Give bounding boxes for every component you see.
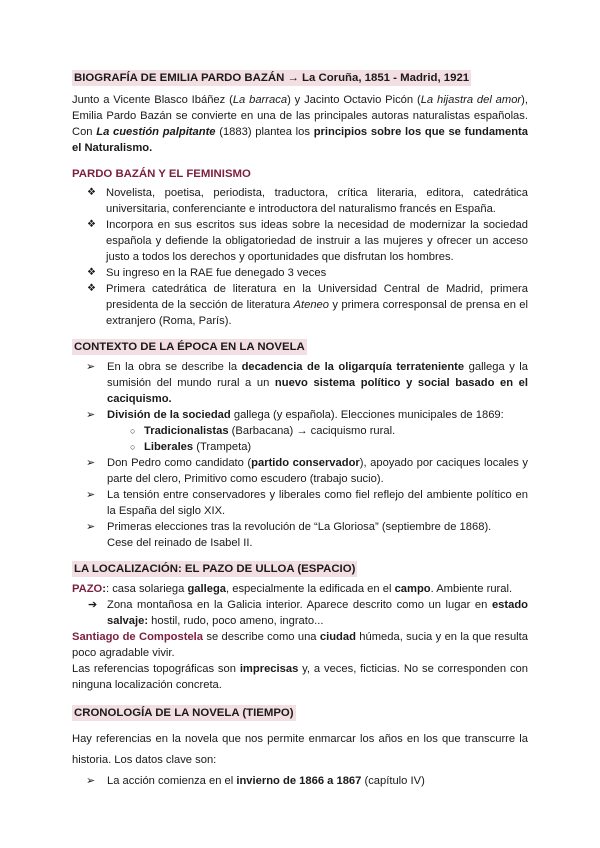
arrow-bullet-icon: ➢ (86, 775, 96, 787)
arrow-bullet-icon: ➢ (86, 457, 96, 469)
arrow-bullet-icon: ➢ (86, 489, 96, 501)
diamond-bullet-icon: ❖ (87, 283, 96, 294)
list-item: ➢ En la obra se describe la decadencia de la oligarquía terrateniente gallega y la sumisión del mundo rural a un nuevo sistema político y social basado en el caciquismo. (86, 361, 528, 405)
list-item: ❖ Incorpora en sus escritos sus ideas sobre la necesidad de modernizar la sociedad española y defiende la obligatoriedad de instruir a las mujeres y ofrecer un acceso justo a todos los derechos y oportunidades que disfrutan los hombres. (87, 219, 528, 263)
list-item: ❖ Primera catedrática de literatura en la Universidad Central de Madrid, primera presidenta de la sección de literatura Ateneo y primera corresponsal de prensa en el extranjero (Roma, París). (87, 283, 528, 327)
biography-paragraph: Junto a Vicente Blasco Ibáñez (La barraca) y Jacinto Octavio Picón (La hijastra del amor), Emilia Pardo Bazán se convierte en una de las principales autoras naturalistas españolas. Con La cuestión palpitante (1883) plantea los principios sobre los que se fundamenta el Naturalismo. (72, 94, 529, 154)
chronology-heading: CRONOLOGÍA DE LA NOVELA (TIEMPO) (74, 707, 294, 719)
right-arrow-bullet-icon: ➔ (88, 599, 98, 611)
list-item: ➢ Primeras elecciones tras la revolución de “La Gloriosa” (septiembre de 1868). Cese del reinado de Isabel II. (86, 521, 492, 549)
biography-heading: BIOGRAFÍA DE EMILIA PARDO BAZÁN → La Coruña, 1851 - Madrid, 1921 (74, 72, 470, 84)
context-list (72, 359, 528, 423)
location-list (72, 597, 528, 629)
santiago-paragraph: Santiago de Compostela se describe como una ciudad húmeda, sucia y en la que resulta poco agradable vivir. (72, 631, 528, 659)
diamond-bullet-icon: ❖ (87, 267, 96, 278)
list-item: ❖ Su ingreso en la RAE fue denegado 3 veces (87, 267, 327, 279)
list-item: ❖ Novelista, poetisa, periodista, traductora, crítica literaria, editora, catedrática universitaria, conferenciante e introductora del naturalismo francés en España. (87, 187, 528, 215)
context-list-continued (72, 455, 528, 551)
feminism-list (72, 185, 528, 329)
list-item: ○ Liberales (Trampeta) (130, 441, 252, 453)
pazo-paragraph: PAZO:: casa solariega gallega, especialmente la edificada en el campo. Ambiente rural. (72, 583, 513, 595)
list-item: ➢ División de la sociedad gallega (y española). Elecciones municipales de 1869: (86, 409, 504, 421)
list-item: ➢ Don Pedro como candidato (partido conservador), apoyado por caciques locales y parte del clero, Primitivo como escudero (trabajo sucio). (86, 457, 528, 485)
list-item: ➢ La tensión entre conservadores y liberales como fiel reflejo del ambiente político en la España del siglo XIX. (86, 489, 528, 517)
arrow-bullet-icon: ➢ (86, 361, 96, 373)
circle-bullet-icon: ○ (130, 442, 136, 452)
chronology-paragraph: Hay referencias en la novela que nos permite enmarcar los años en los que transcurre la historia. Los datos clave son: (72, 733, 528, 766)
context-heading: CONTEXTO DE LA ÉPOCA EN LA NOVELA (74, 341, 305, 353)
diamond-bullet-icon: ❖ (87, 219, 96, 230)
context-sublist (72, 423, 528, 455)
circle-bullet-icon: ○ (130, 426, 136, 436)
references-paragraph: Las referencias topográficas son imprecisas y, a veces, ficticias. No se corresponden con ninguna localización concreta. (72, 663, 528, 691)
feminism-heading: PARDO BAZÁN Y EL FEMINISMO (72, 168, 251, 180)
list-item: ➔ Zona montañosa en la Galicia interior. Aparece descrito como un lugar en estado salvaje: hostil, rudo, poco ameno, ingrato... (88, 599, 528, 627)
location-heading: LA LOCALIZACIÓN: EL PAZO DE ULLOA (ESPACIO) (74, 563, 356, 575)
list-item: ➢ La acción comienza en el invierno de 1866 a 1867 (capítulo IV) (72, 771, 528, 791)
arrow-bullet-icon: ➢ (86, 521, 96, 533)
diamond-bullet-icon: ❖ (87, 187, 96, 198)
chronology-list (72, 771, 528, 791)
arrow-bullet-icon: ➢ (86, 409, 96, 421)
list-item: ○ Tradicionalistas (Barbacana) → caciquismo rural. (130, 425, 396, 437)
